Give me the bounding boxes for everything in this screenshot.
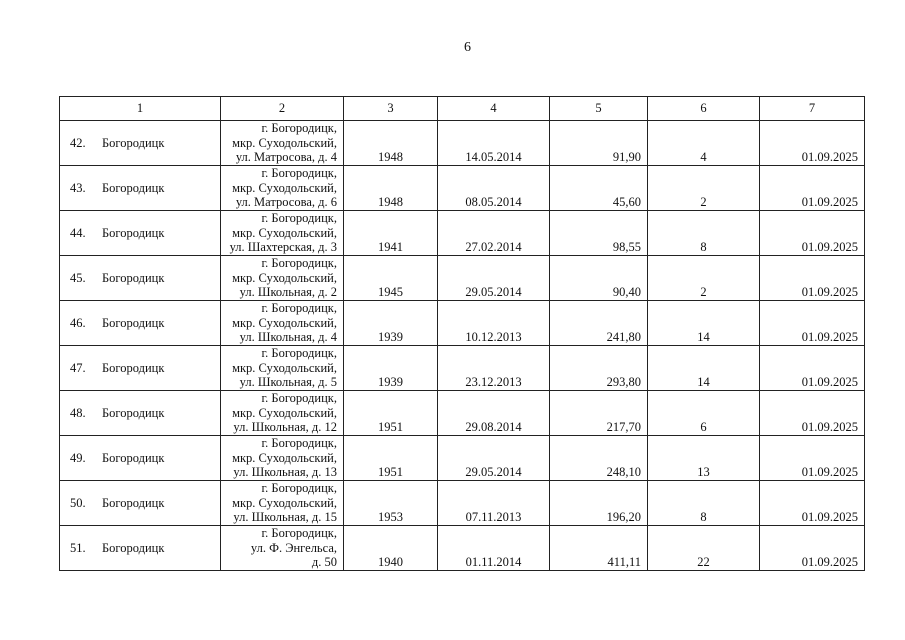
address-line: ул. Школьная, д. 4	[239, 330, 337, 345]
address-cell	[221, 391, 344, 436]
settlement-name: Богородицк	[102, 315, 165, 330]
address-cell	[221, 481, 344, 526]
deadline-cell: 01.09.2025	[760, 346, 865, 391]
residents-cell: 8	[648, 211, 760, 256]
address-cell	[221, 526, 344, 571]
address-line: мкр. Суходольский,	[232, 315, 337, 330]
settlement-name: Богородицк	[102, 540, 165, 555]
residents-cell: 6	[648, 391, 760, 436]
build-year-cell: 1953	[344, 481, 438, 526]
residents-cell: 14	[648, 301, 760, 346]
residents-cell: 22	[648, 526, 760, 571]
address-cell	[221, 211, 344, 256]
address-line: мкр. Суходольский,	[232, 495, 337, 510]
table-row	[60, 481, 865, 526]
row-number: 44.	[70, 225, 86, 240]
column-header: 4	[438, 97, 550, 121]
area-cell: 90,40	[550, 256, 648, 301]
address-line: г. Богородицк,	[261, 391, 337, 406]
address-cell	[221, 121, 344, 166]
settlement-cell	[60, 166, 221, 211]
residents-cell: 4	[648, 121, 760, 166]
address-line: г. Богородицк,	[261, 301, 337, 316]
area-cell: 98,55	[550, 211, 648, 256]
settlement-name: Богородицк	[102, 270, 165, 285]
residents-cell: 8	[648, 481, 760, 526]
table-header-row	[60, 97, 865, 121]
settlement-cell	[60, 436, 221, 481]
area-cell: 293,80	[550, 346, 648, 391]
address-cell	[221, 301, 344, 346]
build-year-cell: 1951	[344, 436, 438, 481]
residents-cell: 2	[648, 166, 760, 211]
address-line: ул. Матросова, д. 6	[235, 195, 337, 210]
table-row	[60, 301, 865, 346]
row-number: 51.	[70, 540, 86, 555]
build-year-cell: 1948	[344, 121, 438, 166]
table-body	[60, 121, 865, 571]
address-cell	[221, 346, 344, 391]
build-year-cell: 1939	[344, 301, 438, 346]
column-header: 6	[648, 97, 760, 121]
row-number: 48.	[70, 405, 86, 420]
address-line: мкр. Суходольский,	[232, 450, 337, 465]
table-row	[60, 121, 865, 166]
row-number: 42.	[70, 135, 86, 150]
address-line: ул. Ф. Энгельса,	[250, 540, 337, 555]
survey-date-cell: 01.11.2014	[438, 526, 550, 571]
column-header: 3	[344, 97, 438, 121]
deadline-cell: 01.09.2025	[760, 166, 865, 211]
table-row	[60, 436, 865, 481]
settlement-name: Богородицк	[102, 360, 165, 375]
deadline-cell: 01.09.2025	[760, 481, 865, 526]
area-cell: 411,11	[550, 526, 648, 571]
address-line: ул. Матросова, д. 4	[235, 150, 337, 165]
settlement-name: Богородицк	[102, 225, 165, 240]
address-line: мкр. Суходольский,	[232, 180, 337, 195]
residents-cell: 13	[648, 436, 760, 481]
address-line: ул. Школьная, д. 5	[239, 375, 337, 390]
address-line: ул. Школьная, д. 15	[233, 510, 337, 525]
deadline-cell: 01.09.2025	[760, 211, 865, 256]
table-row	[60, 391, 865, 436]
row-number: 45.	[70, 270, 86, 285]
address-line: г. Богородицк,	[261, 211, 337, 226]
housing-registry-table	[59, 96, 865, 571]
settlement-cell	[60, 346, 221, 391]
row-number: 46.	[70, 315, 86, 330]
settlement-name: Богородицк	[102, 495, 165, 510]
table-row	[60, 346, 865, 391]
settlement-cell	[60, 391, 221, 436]
residents-cell: 14	[648, 346, 760, 391]
survey-date-cell: 14.05.2014	[438, 121, 550, 166]
address-line: г. Богородицк,	[261, 121, 337, 136]
row-number: 47.	[70, 360, 86, 375]
area-cell: 91,90	[550, 121, 648, 166]
build-year-cell: 1939	[344, 346, 438, 391]
area-cell: 217,70	[550, 391, 648, 436]
survey-date-cell: 27.02.2014	[438, 211, 550, 256]
survey-date-cell: 29.08.2014	[438, 391, 550, 436]
row-number: 49.	[70, 450, 86, 465]
build-year-cell: 1940	[344, 526, 438, 571]
settlement-name: Богородицк	[102, 180, 165, 195]
address-line: д. 50	[311, 555, 337, 570]
build-year-cell: 1941	[344, 211, 438, 256]
area-cell: 45,60	[550, 166, 648, 211]
settlement-cell	[60, 256, 221, 301]
column-header: 5	[550, 97, 648, 121]
survey-date-cell: 23.12.2013	[438, 346, 550, 391]
address-line: г. Богородицк,	[261, 256, 337, 271]
settlement-name: Богородицк	[102, 450, 165, 465]
area-cell: 196,20	[550, 481, 648, 526]
survey-date-cell: 08.05.2014	[438, 166, 550, 211]
table-row	[60, 526, 865, 571]
address-line: ул. Школьная, д. 12	[233, 420, 337, 435]
address-cell	[221, 166, 344, 211]
address-line: г. Богородицк,	[261, 481, 337, 496]
address-line: ул. Школьная, д. 2	[239, 285, 337, 300]
settlement-cell	[60, 481, 221, 526]
survey-date-cell: 29.05.2014	[438, 436, 550, 481]
address-line: г. Богородицк,	[261, 526, 337, 541]
deadline-cell: 01.09.2025	[760, 526, 865, 571]
address-line: мкр. Суходольский,	[232, 270, 337, 285]
survey-date-cell: 10.12.2013	[438, 301, 550, 346]
address-line: мкр. Суходольский,	[232, 405, 337, 420]
build-year-cell: 1945	[344, 256, 438, 301]
settlement-cell	[60, 121, 221, 166]
survey-date-cell: 07.11.2013	[438, 481, 550, 526]
build-year-cell: 1951	[344, 391, 438, 436]
deadline-cell: 01.09.2025	[760, 256, 865, 301]
settlement-name: Богородицк	[102, 135, 165, 150]
build-year-cell: 1948	[344, 166, 438, 211]
area-cell: 241,80	[550, 301, 648, 346]
row-number: 50.	[70, 495, 86, 510]
settlement-name: Богородицк	[102, 405, 165, 420]
address-cell	[221, 436, 344, 481]
row-number: 43.	[70, 180, 86, 195]
address-line: мкр. Суходольский,	[232, 225, 337, 240]
deadline-cell: 01.09.2025	[760, 301, 865, 346]
table-row	[60, 166, 865, 211]
table-row	[60, 211, 865, 256]
address-cell	[221, 256, 344, 301]
survey-date-cell: 29.05.2014	[438, 256, 550, 301]
address-line: г. Богородицк,	[261, 346, 337, 361]
column-header: 7	[760, 97, 865, 121]
address-line: мкр. Суходольский,	[232, 360, 337, 375]
column-header: 2	[221, 97, 344, 121]
area-cell: 248,10	[550, 436, 648, 481]
table-row	[60, 256, 865, 301]
page-number: 6	[464, 40, 471, 55]
deadline-cell: 01.09.2025	[760, 121, 865, 166]
address-line: г. Богородицк,	[261, 436, 337, 451]
address-line: мкр. Суходольский,	[232, 135, 337, 150]
address-line: ул. Школьная, д. 13	[233, 465, 337, 480]
settlement-cell	[60, 526, 221, 571]
column-header: 1	[60, 97, 221, 121]
residents-cell: 2	[648, 256, 760, 301]
address-line: г. Богородицк,	[261, 166, 337, 181]
deadline-cell: 01.09.2025	[760, 436, 865, 481]
settlement-cell	[60, 211, 221, 256]
deadline-cell: 01.09.2025	[760, 391, 865, 436]
address-line: ул. Шахтерская, д. 3	[229, 240, 337, 255]
settlement-cell	[60, 301, 221, 346]
